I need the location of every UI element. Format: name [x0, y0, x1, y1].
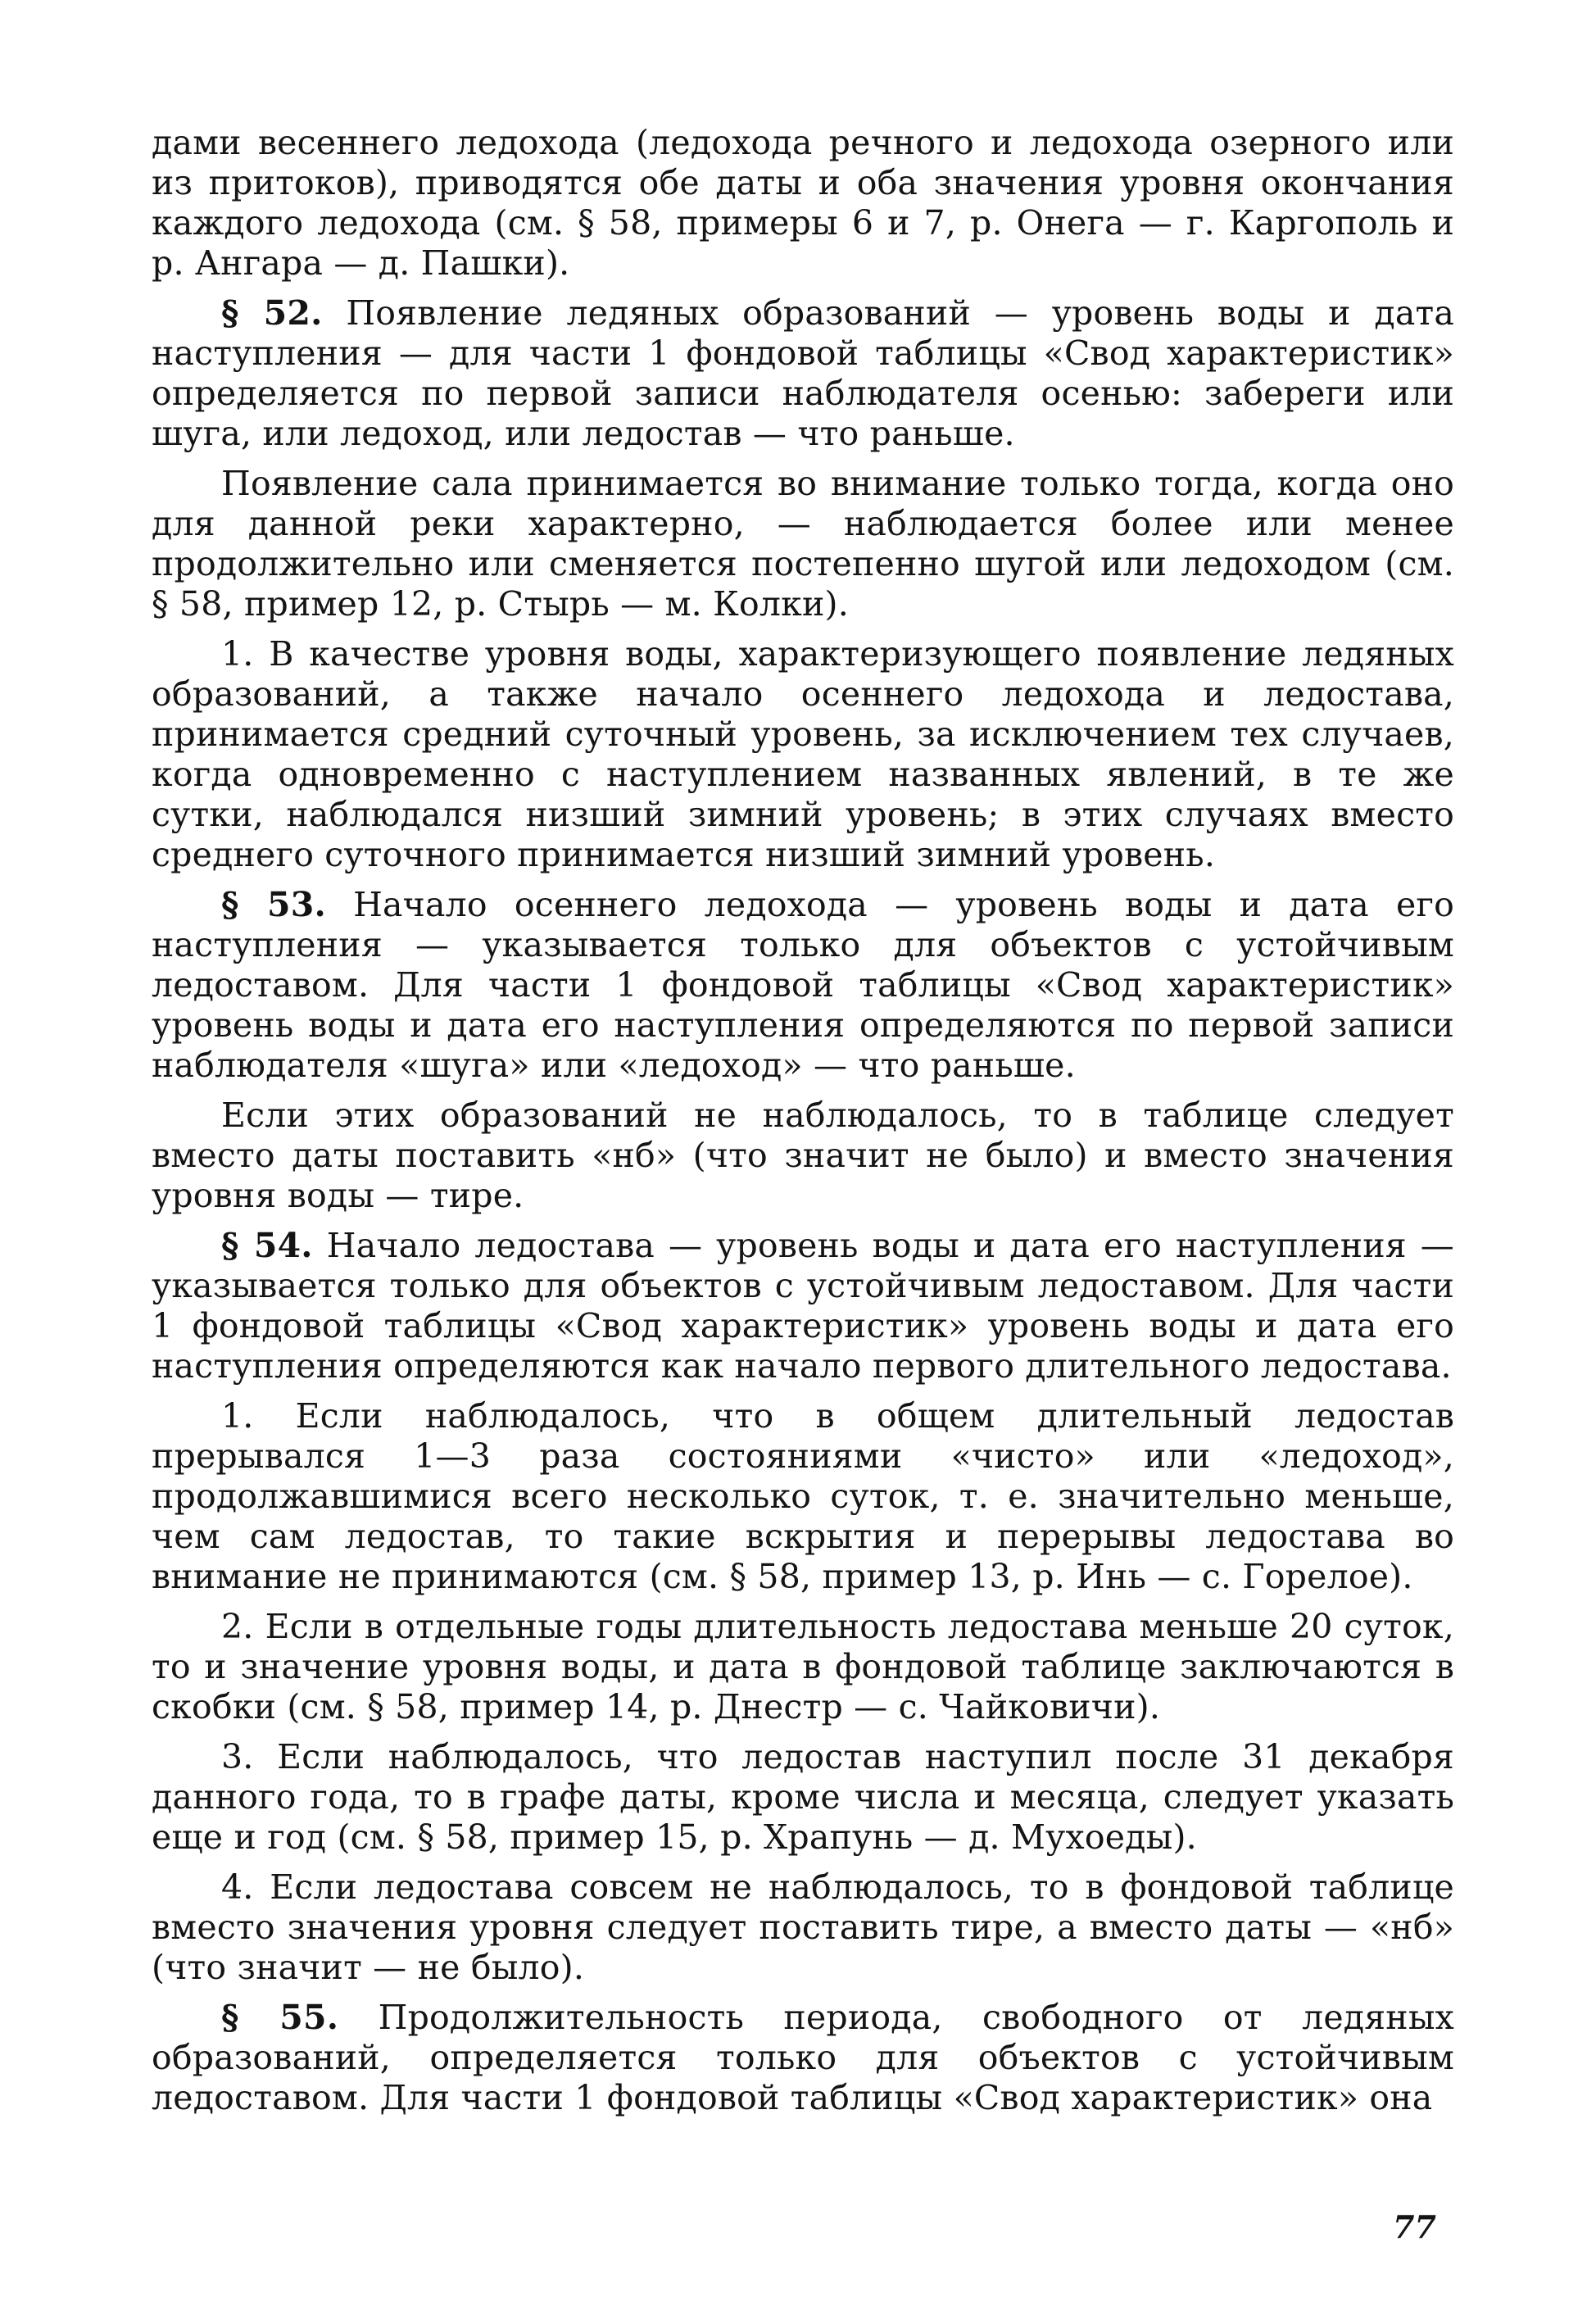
section-number: § 54.	[221, 1226, 313, 1265]
paragraph-section-53: § 53. Начало осеннего ледохода — уровень воды и дата его наступления — указывается только для объектов с устойчивым ледоставом. Для части 1 фондовой таблицы «Свод характеристик» уровень воды и дата его наступления определяются по первой записи наблюдателя «шуга» или «ледоход» — что раньше.	[152, 885, 1454, 1085]
paragraph-note-2-brackets: 2. Если в отдельные годы длительность ледостава меньше 20 суток, то и значение уровня воды, и дата в фондовой таблице заключаются в скобки (см. § 58, пример 14, р. Днестр — с. Чайковичи).	[152, 1607, 1454, 1726]
section-number: § 55.	[221, 1998, 339, 2037]
paragraph-note-1-level: 1. В качестве уровня воды, характеризующего появление ледяных образований, а также начало осеннего ледохода и ледостава, принимается средний суточный уровень, за исключением тех случаев, когда одновременно с наступлением названных явлений, в те же сутки, наблюдался низший зимний уровень; в этих случаях вместо среднего суточного принимается низший зимний уровень.	[152, 634, 1454, 874]
page-number: 77	[1393, 2208, 1436, 2245]
paragraph-note-3-year: 3. Если наблюдалось, что ледостав наступил после 31 декабря данного года, то в графе даты, кроме числа и месяца, следует указать еще и год (см. § 58, пример 15, р. Храпунь — д. Мухоеды).	[152, 1737, 1454, 1857]
paragraph-note-4-no-freeze: 4. Если ледостава совсем не наблюдалось, то в фондовой таблице вместо значения уровня следует поставить тире, а вместо даты — «нб» (что значит — не было).	[152, 1867, 1454, 1987]
paragraph-section-54: § 54. Начало ледостава — уровень воды и дата его наступления — указывается только для объектов с устойчивым ледоставом. Для части 1 фондовой таблицы «Свод характеристик» уровень воды и дата его наступления определяются как начало первого длительного ледостава.	[152, 1226, 1455, 1386]
section-number: § 53.	[221, 885, 326, 924]
section-number: § 52.	[221, 293, 323, 333]
paragraph-section-55: § 55. Продолжительность периода, свободного от ледяных образований, определяется только для объектов с устойчивым ледоставом. Для части 1 фондовой таблицы «Свод характеристик» она	[152, 1998, 1454, 2117]
page-body	[152, 123, 1454, 2128]
paragraph-sala-note: Появление сала принимается во внимание только тогда, когда оно для данной реки характерно, — наблюдается более или менее продолжительно или сменяется постепенно шугой или ледоходом (см. § 58, пример 12, р. Стырь — м. Колки).	[152, 464, 1454, 624]
paragraph-section-52: § 52. Появление ледяных образований — уровень воды и дата наступления — для части 1 фондовой таблицы «Свод характеристик» определяется по первой записи наблюдателя осенью: забереги или шуга, или ледоход, или ледостав — что раньше.	[152, 293, 1455, 453]
paragraph-continuation: дами весеннего ледохода (ледохода речного и ледохода озерного или из притоков), приводятся обе даты и оба значения уровня окончания каждого ледохода (см. § 58, примеры 6 и 7, р. Онега — г. Каргополь и р. Ангара — д. Пашки).	[152, 123, 1454, 283]
paragraph-no-formations: Если этих образований не наблюдалось, то в таблице следует вместо даты поставить «нб» (что значит не было) и вместо значения уровня воды — тире.	[152, 1096, 1454, 1215]
paragraph-note-1-interruptions: 1. Если наблюдалось, что в общем длительный ледостав прерывался 1—3 раза состояниями «чисто» или «ледоход», продолжавшимися всего несколько суток, т. е. значительно меньше, чем сам ледостав, то такие вскрытия и перерывы ледостава во внимание не принимаются (см. § 58, пример 13, р. Инь — с. Горелое).	[152, 1396, 1454, 1596]
